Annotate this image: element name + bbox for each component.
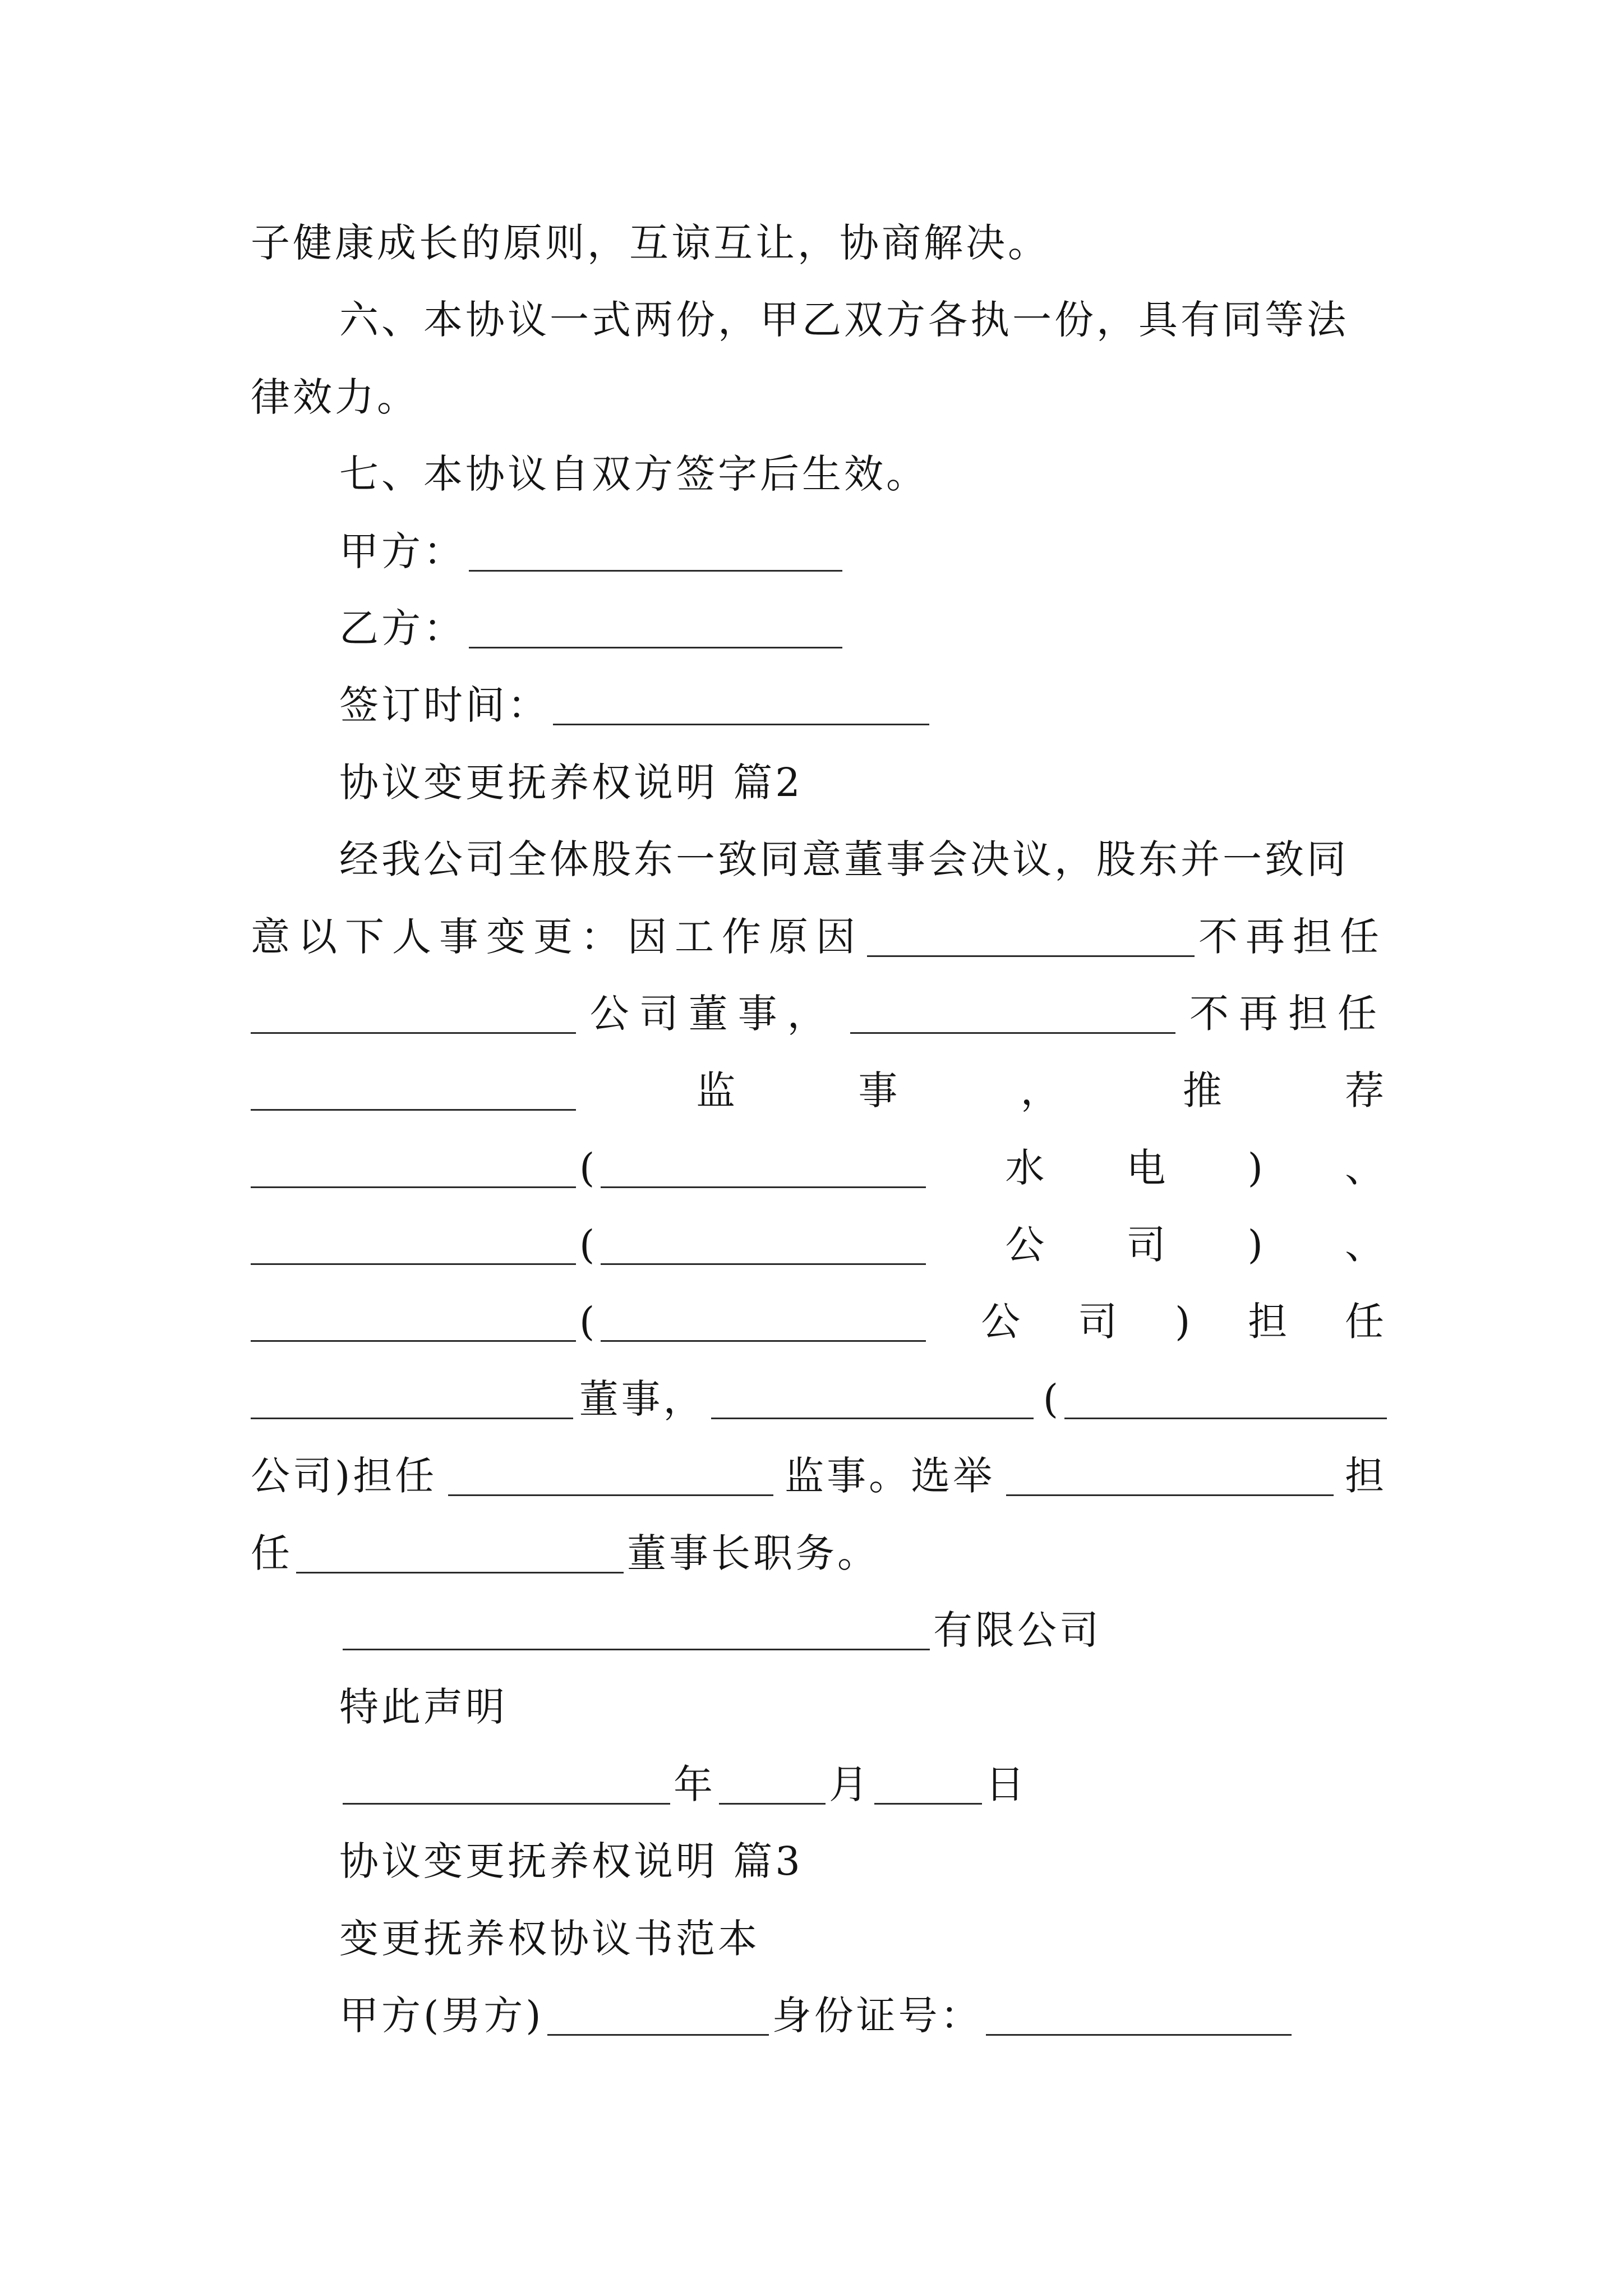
text-line	[251, 1901, 1387, 1977]
id-number-blank	[986, 2033, 1292, 2036]
name-and-company-blanks	[251, 1283, 926, 1360]
text-line	[251, 1207, 1387, 1283]
section-3-title: 协议变更抚养权说明 篇3	[339, 1838, 803, 1885]
text-line	[251, 436, 1387, 513]
section-2-text: 不再担任	[1198, 913, 1387, 960]
signing-date-line	[251, 667, 1387, 744]
clause-7-text: 七、本协议自双方签字后生效。	[339, 451, 928, 498]
date-line	[251, 1746, 1387, 1823]
open-paren: (	[579, 1222, 598, 1268]
section-2-text: 董事，	[579, 1375, 706, 1422]
name-and-company-blanks	[251, 1130, 926, 1207]
month-blank	[719, 1802, 826, 1805]
section-2-text: 担	[1345, 1453, 1387, 1499]
name-blank	[251, 1032, 576, 1034]
text-line	[251, 1130, 1387, 1207]
section-2-text: 不再担任	[1189, 990, 1387, 1037]
text-line	[251, 1438, 1387, 1515]
text-line	[251, 1515, 1387, 1592]
party-b-signature-line	[251, 590, 1387, 667]
declaration-text: 特此声明	[339, 1684, 508, 1731]
char: 电	[1126, 1144, 1169, 1191]
day-blank	[874, 1802, 982, 1805]
section-heading	[251, 744, 1387, 821]
text-line	[251, 1283, 1387, 1360]
paragraph-continuation: 子健康成长的原则，互谅互让，协商解决。	[251, 220, 1050, 266]
party-a-name-blank	[547, 2033, 769, 2036]
name-and-company-blanks	[251, 1207, 926, 1283]
text-line	[251, 205, 1387, 282]
text-line	[251, 1361, 1387, 1438]
open-paren: (	[579, 1299, 598, 1345]
name-blank	[251, 1263, 576, 1265]
party-a-id-line	[251, 1977, 1387, 2054]
clause-6-text: 六、本协议一式两份，甲乙双方各执一份，具有同等法	[339, 297, 1349, 343]
section-2-title: 协议变更抚养权说明 篇2	[339, 759, 803, 806]
section-2-text: 监事。选举	[785, 1453, 995, 1499]
char: 、	[1345, 1222, 1387, 1268]
name-blank	[448, 1494, 773, 1496]
name-blank	[711, 1417, 1034, 1419]
section-3-subtitle: 变更抚养权协议书范本	[339, 1915, 760, 1962]
section-2-text: 公司)担任	[251, 1453, 437, 1499]
section-2-text: 意以下人事变更：因工作原因	[251, 913, 863, 960]
company-blank	[601, 1263, 926, 1265]
name-blank	[251, 1417, 573, 1419]
text-line	[251, 899, 1387, 976]
month-label: 月	[829, 1761, 871, 1807]
name-blank	[251, 1340, 576, 1342]
party-a-signature-line	[251, 513, 1387, 590]
company-blank	[1064, 1417, 1387, 1419]
section-heading	[251, 1823, 1387, 1900]
name-blank	[867, 955, 1195, 957]
name-blank	[251, 1108, 576, 1111]
char: 担	[1248, 1299, 1290, 1345]
char: 、	[1345, 1144, 1387, 1191]
text-line	[251, 1052, 1387, 1129]
section-2-text: 董事长职务。	[627, 1530, 879, 1576]
year-label: 年	[674, 1761, 716, 1807]
char: 推	[1182, 1068, 1225, 1114]
company-blank	[601, 1340, 926, 1342]
section-2-text: 任	[251, 1530, 293, 1576]
text-line	[251, 282, 1387, 358]
char: ，	[1020, 1068, 1063, 1114]
char: 公	[981, 1299, 1023, 1345]
signing-date-blank	[553, 723, 929, 725]
document-page	[251, 205, 1387, 2090]
company-suffix: 有限公司	[933, 1607, 1101, 1654]
char: 公	[1005, 1222, 1048, 1268]
char: 司	[1078, 1299, 1121, 1345]
id-number-label: 身份证号：	[772, 1992, 983, 2039]
party-a-male-label: 甲方(男方)	[339, 1992, 544, 2039]
name-blank	[251, 1186, 576, 1188]
char: 荐	[1344, 1068, 1387, 1114]
company-name-line	[251, 1592, 1387, 1669]
char: 任	[1345, 1299, 1387, 1345]
open-paren: (	[1043, 1375, 1061, 1422]
year-blank	[343, 1802, 670, 1805]
name-blank	[296, 1571, 624, 1573]
signing-date-label: 签订时间：	[339, 682, 550, 729]
section-2-text: 经我公司全体股东一致同意董事会决议，股东并一致同	[339, 836, 1349, 883]
char: 事	[858, 1068, 901, 1114]
company-blank	[601, 1186, 926, 1188]
clause-6-text-continued: 律效力。	[251, 374, 419, 420]
char: )	[1174, 1299, 1193, 1345]
text-line	[251, 1669, 1387, 1746]
party-a-label: 甲方：	[339, 528, 465, 574]
company-blank-group	[1040, 1361, 1387, 1438]
char: 水	[1005, 1144, 1048, 1191]
party-b-label: 乙方：	[339, 605, 465, 651]
text-line	[251, 976, 1387, 1052]
char: )	[1247, 1222, 1266, 1268]
section-2-text: 公司董事，	[589, 990, 837, 1037]
char: )	[1247, 1144, 1266, 1191]
open-paren: (	[579, 1144, 598, 1191]
char: 监	[696, 1068, 739, 1114]
company-name-blank	[343, 1648, 930, 1650]
name-blank	[1006, 1494, 1334, 1496]
name-blank	[850, 1032, 1175, 1034]
text-line	[251, 359, 1387, 436]
day-label: 日	[985, 1761, 1027, 1807]
text-line	[251, 821, 1387, 898]
party-b-blank	[469, 646, 842, 648]
party-a-blank	[469, 569, 842, 572]
char: 司	[1126, 1222, 1169, 1268]
